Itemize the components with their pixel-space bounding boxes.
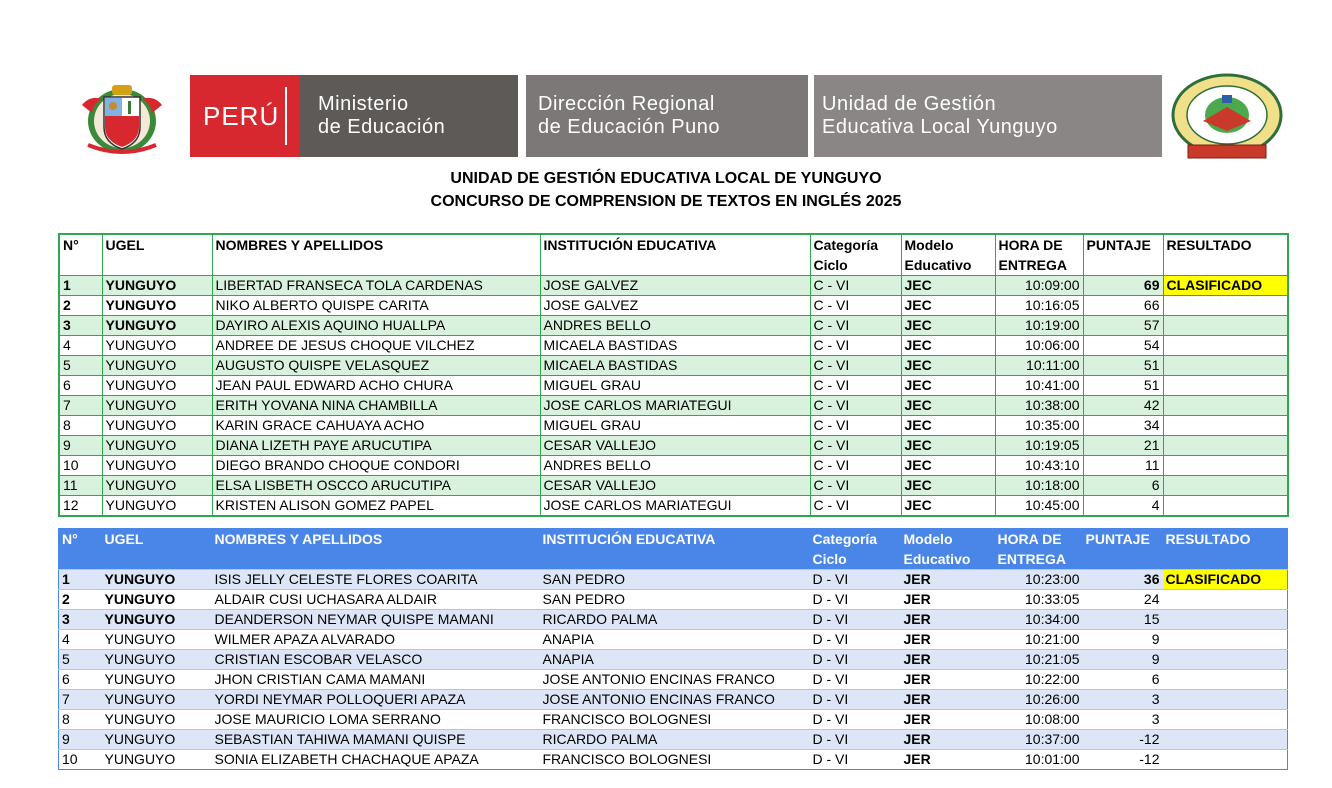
- cell-name: WILMER APAZA ALVARADO: [212, 630, 540, 650]
- cell-category: C - VI: [810, 476, 901, 496]
- cell-result: [1163, 356, 1288, 376]
- cell-result: [1163, 670, 1288, 690]
- cell-name: JEAN PAUL EDWARD ACHO CHURA: [212, 376, 540, 396]
- cell-score: 54: [1083, 336, 1163, 356]
- cell-category: D - VI: [810, 750, 901, 770]
- col-time: HORA DE ENTREGA: [995, 234, 1083, 276]
- cell-score: 3: [1083, 690, 1163, 710]
- ministry-block: [300, 75, 518, 157]
- cell-number: 8: [59, 710, 102, 730]
- cell-time: 10:19:05: [995, 436, 1083, 456]
- cell-score: 36: [1083, 570, 1163, 590]
- cell-model: JEC: [901, 316, 995, 336]
- cell-number: 10: [59, 456, 102, 476]
- cell-category: D - VI: [810, 670, 901, 690]
- cell-number: 2: [59, 296, 102, 316]
- table-row: [59, 416, 1288, 436]
- cell-score: 57: [1083, 316, 1163, 336]
- cell-time: 10:08:00: [995, 710, 1083, 730]
- table-row: [59, 570, 1288, 590]
- table-row: [59, 376, 1288, 396]
- cell-category: D - VI: [810, 730, 901, 750]
- cell-institution: SAN PEDRO: [540, 570, 810, 590]
- cell-number: 6: [59, 670, 102, 690]
- cell-model: JER: [901, 570, 995, 590]
- ministry-line-1: Ministerio: [318, 93, 409, 115]
- col-names: NOMBRES Y APELLIDOS: [212, 234, 540, 276]
- col-time: HORA DE ENTREGA: [995, 529, 1083, 570]
- cell-result: [1163, 476, 1288, 496]
- cell-institution: MICAELA BASTIDAS: [540, 356, 810, 376]
- cell-institution: RICARDO PALMA: [540, 730, 810, 750]
- cell-result: [1163, 376, 1288, 396]
- table-row: [59, 396, 1288, 416]
- results-table-category-c: [58, 233, 1289, 517]
- cell-model: JER: [901, 730, 995, 750]
- table-row: [59, 610, 1288, 630]
- cell-name: ELSA LISBETH OSCCO ARUCUTIPA: [212, 476, 540, 496]
- cell-category: C - VI: [810, 356, 901, 376]
- cell-number: 11: [59, 476, 102, 496]
- cell-name: ALDAIR CUSI UCHASARA ALDAIR: [212, 590, 540, 610]
- col-ugel: UGEL: [102, 234, 212, 276]
- cell-name: AUGUSTO QUISPE VELASQUEZ: [212, 356, 540, 376]
- table-row: [59, 496, 1288, 517]
- cell-ugel: YUNGUYO: [102, 336, 212, 356]
- cell-ugel: YUNGUYO: [102, 570, 212, 590]
- table-header-row: [59, 529, 1288, 570]
- cell-time: 10:35:00: [995, 416, 1083, 436]
- cell-model: JEC: [901, 416, 995, 436]
- col-result: RESULTADO: [1163, 234, 1288, 276]
- cell-score: 51: [1083, 356, 1163, 376]
- cell-score: 9: [1083, 630, 1163, 650]
- regional-line-2: de Educación Puno: [538, 116, 720, 138]
- cell-institution: JOSE GALVEZ: [540, 296, 810, 316]
- cell-model: JER: [901, 610, 995, 630]
- col-n: N°: [59, 234, 102, 276]
- ugel-yunguyo-logo-icon: [1170, 73, 1284, 161]
- ugel-block: [814, 75, 1162, 157]
- cell-institution: ANDRES BELLO: [540, 316, 810, 336]
- cell-model: JEC: [901, 356, 995, 376]
- cell-time: 10:41:00: [995, 376, 1083, 396]
- cell-institution: FRANCISCO BOLOGNESI: [540, 750, 810, 770]
- cell-institution: ANAPIA: [540, 650, 810, 670]
- table-row: [59, 730, 1288, 750]
- cell-time: 10:06:00: [995, 336, 1083, 356]
- cell-number: 3: [59, 316, 102, 336]
- cell-ugel: YUNGUYO: [102, 476, 212, 496]
- cell-model: JER: [901, 670, 995, 690]
- cell-name: ISIS JELLY CELESTE FLORES COARITA: [212, 570, 540, 590]
- table-row: [59, 276, 1288, 296]
- cell-ugel: YUNGUYO: [102, 730, 212, 750]
- peru-coat-of-arms-icon: [68, 75, 176, 157]
- cell-name: LIBERTAD FRANSECA TOLA CARDENAS: [212, 276, 540, 296]
- cell-category: D - VI: [810, 630, 901, 650]
- cell-name: DIANA LIZETH PAYE ARUCUTIPA: [212, 436, 540, 456]
- cell-result: [1163, 690, 1288, 710]
- col-institution: INSTITUCIÓN EDUCATIVA: [540, 529, 810, 570]
- cell-name: CRISTIAN ESCOBAR VELASCO: [212, 650, 540, 670]
- cell-category: C - VI: [810, 416, 901, 436]
- table-row: [59, 630, 1288, 650]
- cell-score: 51: [1083, 376, 1163, 396]
- cell-score: 34: [1083, 416, 1163, 436]
- cell-institution: MIGUEL GRAU: [540, 376, 810, 396]
- cell-model: JEC: [901, 476, 995, 496]
- cell-model: JER: [901, 650, 995, 670]
- cell-score: 15: [1083, 610, 1163, 630]
- cell-number: 5: [59, 650, 102, 670]
- cell-number: 3: [59, 610, 102, 630]
- peru-label: PERÚ: [203, 101, 280, 131]
- header-banner: [68, 73, 1290, 161]
- cell-model: JER: [901, 630, 995, 650]
- col-model: Modelo Educativo: [901, 529, 995, 570]
- table-row: [59, 316, 1288, 336]
- cell-result: [1163, 296, 1288, 316]
- cell-model: JEC: [901, 276, 995, 296]
- cell-category: C - VI: [810, 296, 901, 316]
- ugel-line-1: Unidad de Gestión: [822, 93, 997, 115]
- cell-model: JEC: [901, 296, 995, 316]
- cell-ugel: YUNGUYO: [102, 650, 212, 670]
- cell-institution: CESAR VALLEJO: [540, 436, 810, 456]
- table-row: [59, 336, 1288, 356]
- cell-model: JEC: [901, 336, 995, 356]
- cell-number: 7: [59, 396, 102, 416]
- cell-number: 2: [59, 590, 102, 610]
- table-row: [59, 650, 1288, 670]
- table-row: [59, 296, 1288, 316]
- cell-score: 11: [1083, 456, 1163, 476]
- table-row: [59, 356, 1288, 376]
- page-subtitle: CONCURSO DE COMPRENSION DE TEXTOS EN INGLÉS 2025: [430, 193, 902, 210]
- cell-category: C - VI: [810, 456, 901, 476]
- cell-model: JEC: [901, 376, 995, 396]
- cell-ugel: YUNGUYO: [102, 276, 212, 296]
- table-row: [59, 590, 1288, 610]
- cell-number: 6: [59, 376, 102, 396]
- table-row: [59, 690, 1288, 710]
- table-row: [59, 710, 1288, 730]
- cell-score: 69: [1083, 276, 1163, 296]
- cell-institution: JOSE CARLOS MARIATEGUI: [540, 496, 810, 517]
- cell-institution: JOSE ANTONIO ENCINAS FRANCO: [540, 670, 810, 690]
- cell-score: -12: [1083, 730, 1163, 750]
- col-score: PUNTAJE: [1083, 234, 1163, 276]
- cell-result: [1163, 456, 1288, 476]
- cell-ugel: YUNGUYO: [102, 750, 212, 770]
- cell-category: C - VI: [810, 396, 901, 416]
- cell-result: [1163, 730, 1288, 750]
- cell-result: [1163, 710, 1288, 730]
- cell-score: -12: [1083, 750, 1163, 770]
- cell-name: NIKO ALBERTO QUISPE CARITA: [212, 296, 540, 316]
- col-institution: INSTITUCIÓN EDUCATIVA: [540, 234, 810, 276]
- col-score: PUNTAJE: [1083, 529, 1163, 570]
- table-row: [59, 436, 1288, 456]
- cell-institution: JOSE CARLOS MARIATEGUI: [540, 396, 810, 416]
- cell-ugel: YUNGUYO: [102, 670, 212, 690]
- cell-time: 10:26:00: [995, 690, 1083, 710]
- table-row: [59, 670, 1288, 690]
- cell-number: 1: [59, 570, 102, 590]
- cell-time: 10:34:00: [995, 610, 1083, 630]
- cell-time: 10:21:00: [995, 630, 1083, 650]
- cell-name: SONIA ELIZABETH CHACHAQUE APAZA: [212, 750, 540, 770]
- table-row: [59, 750, 1288, 770]
- cell-time: 10:43:10: [995, 456, 1083, 476]
- cell-category: D - VI: [810, 570, 901, 590]
- cell-name: KARIN GRACE CAHUAYA ACHO: [212, 416, 540, 436]
- cell-ugel: YUNGUYO: [102, 690, 212, 710]
- cell-ugel: YUNGUYO: [102, 496, 212, 517]
- cell-ugel: YUNGUYO: [102, 356, 212, 376]
- cell-category: D - VI: [810, 610, 901, 630]
- cell-result: [1163, 316, 1288, 336]
- cell-result: [1163, 416, 1288, 436]
- regional-directorate-block: [526, 75, 808, 157]
- page-title: UNIDAD DE GESTIÓN EDUCATIVA LOCAL DE YUNGUYO: [450, 170, 882, 187]
- col-category: Categoría Ciclo: [810, 529, 901, 570]
- cell-ugel: YUNGUYO: [102, 456, 212, 476]
- cell-model: JER: [901, 750, 995, 770]
- cell-time: 10:19:00: [995, 316, 1083, 336]
- cell-result: [1163, 496, 1288, 517]
- cell-model: JER: [901, 590, 995, 610]
- cell-ugel: YUNGUYO: [102, 710, 212, 730]
- cell-ugel: YUNGUYO: [102, 316, 212, 336]
- cell-category: C - VI: [810, 276, 901, 296]
- ugel-line-2: Educativa Local Yunguyo: [822, 116, 1058, 138]
- cell-ugel: YUNGUYO: [102, 590, 212, 610]
- cell-institution: FRANCISCO BOLOGNESI: [540, 710, 810, 730]
- cell-score: 6: [1083, 476, 1163, 496]
- cell-name: JOSE MAURICIO LOMA SERRANO: [212, 710, 540, 730]
- cell-result: [1163, 650, 1288, 670]
- cell-ugel: YUNGUYO: [102, 416, 212, 436]
- cell-time: 10:01:00: [995, 750, 1083, 770]
- cell-ugel: YUNGUYO: [102, 436, 212, 456]
- cell-score: 21: [1083, 436, 1163, 456]
- cell-institution: ANDRES BELLO: [540, 456, 810, 476]
- col-model: Modelo Educativo: [901, 234, 995, 276]
- cell-name: ANDREE DE JESUS CHOQUE VILCHEZ: [212, 336, 540, 356]
- cell-number: 4: [59, 630, 102, 650]
- cell-result: [1163, 396, 1288, 416]
- cell-institution: JOSE ANTONIO ENCINAS FRANCO: [540, 690, 810, 710]
- col-ugel: UGEL: [102, 529, 212, 570]
- cell-number: 12: [59, 496, 102, 517]
- cell-time: 10:11:00: [995, 356, 1083, 376]
- cell-institution: CESAR VALLEJO: [540, 476, 810, 496]
- cell-category: C - VI: [810, 376, 901, 396]
- cell-score: 3: [1083, 710, 1163, 730]
- cell-time: 10:33:05: [995, 590, 1083, 610]
- ministry-line-2: de Educación: [318, 116, 446, 138]
- cell-result: CLASIFICADO: [1163, 570, 1288, 590]
- cell-result: [1163, 610, 1288, 630]
- cell-time: 10:38:00: [995, 396, 1083, 416]
- cell-ugel: YUNGUYO: [102, 296, 212, 316]
- cell-ugel: YUNGUYO: [102, 376, 212, 396]
- cell-result: [1163, 590, 1288, 610]
- cell-number: 8: [59, 416, 102, 436]
- regional-line-1: Dirección Regional: [538, 93, 715, 115]
- cell-score: 9: [1083, 650, 1163, 670]
- col-category: Categoría Ciclo: [810, 234, 901, 276]
- cell-number: 7: [59, 690, 102, 710]
- cell-time: 10:22:00: [995, 670, 1083, 690]
- cell-score: 24: [1083, 590, 1163, 610]
- cell-time: 10:18:00: [995, 476, 1083, 496]
- cell-time: 10:23:00: [995, 570, 1083, 590]
- cell-name: YORDI NEYMAR POLLOQUERI APAZA: [212, 690, 540, 710]
- cell-number: 5: [59, 356, 102, 376]
- cell-number: 1: [59, 276, 102, 296]
- table-header-row: [59, 234, 1288, 276]
- cell-result: [1163, 750, 1288, 770]
- cell-institution: JOSE GALVEZ: [540, 276, 810, 296]
- cell-time: 10:45:00: [995, 496, 1083, 517]
- cell-score: 6: [1083, 670, 1163, 690]
- cell-name: KRISTEN ALISON GOMEZ PAPEL: [212, 496, 540, 517]
- peru-divider: [285, 87, 287, 145]
- cell-ugel: YUNGUYO: [102, 396, 212, 416]
- cell-category: D - VI: [810, 710, 901, 730]
- col-n: N°: [59, 529, 102, 570]
- cell-score: 66: [1083, 296, 1163, 316]
- cell-name: SEBASTIAN TAHIWA MAMANI QUISPE: [212, 730, 540, 750]
- cell-result: [1163, 436, 1288, 456]
- cell-ugel: YUNGUYO: [102, 610, 212, 630]
- cell-institution: MICAELA BASTIDAS: [540, 336, 810, 356]
- table-row: [59, 476, 1288, 496]
- cell-time: 10:21:05: [995, 650, 1083, 670]
- cell-result: [1163, 630, 1288, 650]
- cell-result: [1163, 336, 1288, 356]
- cell-number: 4: [59, 336, 102, 356]
- cell-result: CLASIFICADO: [1163, 276, 1288, 296]
- cell-score: 42: [1083, 396, 1163, 416]
- col-result: RESULTADO: [1163, 529, 1288, 570]
- cell-model: JEC: [901, 456, 995, 476]
- cell-category: D - VI: [810, 690, 901, 710]
- cell-institution: SAN PEDRO: [540, 590, 810, 610]
- col-names: NOMBRES Y APELLIDOS: [212, 529, 540, 570]
- cell-time: 10:09:00: [995, 276, 1083, 296]
- cell-score: 4: [1083, 496, 1163, 517]
- cell-category: D - VI: [810, 650, 901, 670]
- cell-category: D - VI: [810, 590, 901, 610]
- results-table-category-d: [58, 528, 1288, 770]
- cell-number: 9: [59, 730, 102, 750]
- cell-model: JEC: [901, 436, 995, 456]
- cell-time: 10:16:05: [995, 296, 1083, 316]
- cell-institution: RICARDO PALMA: [540, 610, 810, 630]
- cell-model: JER: [901, 710, 995, 730]
- cell-category: C - VI: [810, 316, 901, 336]
- cell-number: 9: [59, 436, 102, 456]
- cell-name: DIEGO BRANDO CHOQUE CONDORI: [212, 456, 540, 476]
- cell-institution: MIGUEL GRAU: [540, 416, 810, 436]
- cell-time: 10:37:00: [995, 730, 1083, 750]
- cell-name: DEANDERSON NEYMAR QUISPE MAMANI: [212, 610, 540, 630]
- cell-model: JER: [901, 690, 995, 710]
- cell-category: C - VI: [810, 336, 901, 356]
- table-row: [59, 456, 1288, 476]
- cell-category: C - VI: [810, 496, 901, 517]
- cell-name: ERITH YOVANA NINA CHAMBILLA: [212, 396, 540, 416]
- cell-number: 10: [59, 750, 102, 770]
- cell-model: JEC: [901, 496, 995, 517]
- cell-name: JHON CRISTIAN CAMA MAMANI: [212, 670, 540, 690]
- cell-ugel: YUNGUYO: [102, 630, 212, 650]
- cell-category: C - VI: [810, 436, 901, 456]
- cell-name: DAYIRO ALEXIS AQUINO HUALLPA: [212, 316, 540, 336]
- cell-institution: ANAPIA: [540, 630, 810, 650]
- cell-model: JEC: [901, 396, 995, 416]
